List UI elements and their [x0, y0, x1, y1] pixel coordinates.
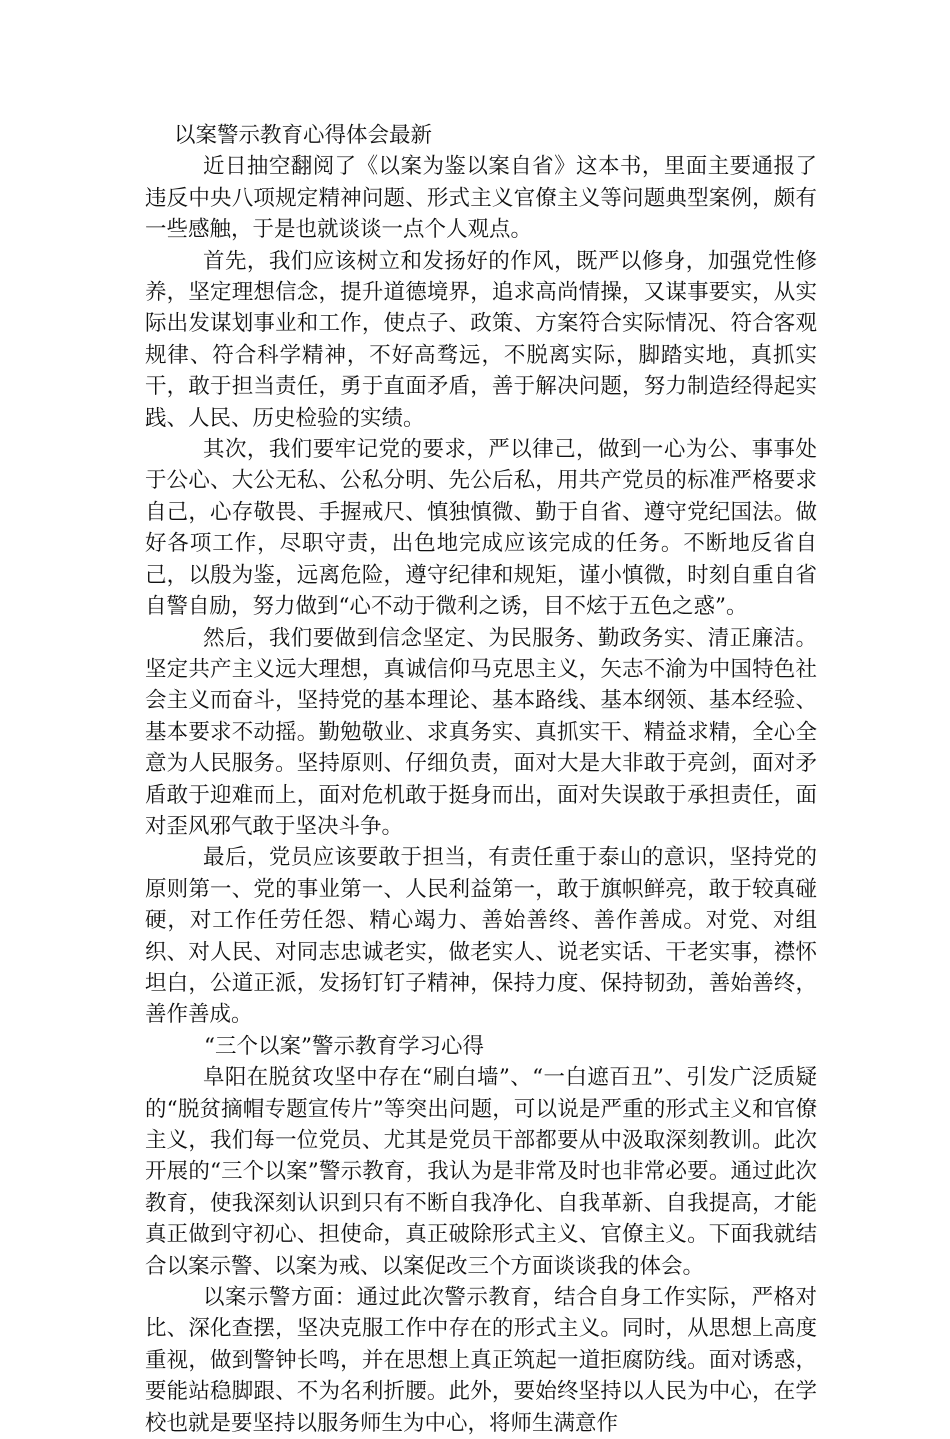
paragraph-fuyang: 阜阳在脱贫攻坚中存在“刷白墙”、“一白遮百丑”、引发广泛质疑的“脱贫摘帽专题宣传片”等突出问题，可以说是严重的形式主义和官僚主义，我们每一位党员、尤其是党员干部都要从中汲取深刻教训。此次开展的“三个以案”警示教育，我认为是非常及时也非常必要。通过此次教育，使我深刻认识到只有不断自我净化、自我革新、自我提高，才能真正做到守初心、担使命，真正破除形式主义、官僚主义。下面我就结合以案示警、以案为戒、以案促改三个方面谈谈我的体会。 [145, 1065, 817, 1279]
paragraph-finally: 最后，党员应该要敢于担当，有责任重于泰山的意识，坚持党的原则第一、党的事业第一、人民利益第一，敢于旗帜鲜亮，敢于较真碰硬，对工作任劳任怨、精心竭力、善始善终、善作善成。对党、对组织、对人民、对同志忠诚老实，做老实人、说老实话、干老实事，襟怀坦白，公道正派，发扬钉钉子精神，保持力度、保持韧劲，善始善终，善作善成。 [145, 845, 817, 1028]
section-title: “三个以案”警示教育学习心得 [204, 1033, 484, 1059]
paragraph-then: 然后，我们要做到信念坚定、为民服务、勤政务实、清正廉洁。坚定共产主义远大理想，真诚信仰马克思主义，矢志不渝为中国特色社会主义而奋斗，坚持党的基本理论、基本路线、基本纲领、基本经验、基本要求不动摇。勤勉敬业、求真务实、真抓实干、精益求精，全心全意为人民服务。坚持原则、仔细负责，面对大是大非敢于亮剑，面对矛盾敢于迎难而上，面对危机敢于挺身而出，面对失误敢于承担责任，面对歪风邪气敢于坚决斗争。 [145, 625, 817, 839]
document-title: 以案警示教育心得体会最新 [174, 123, 433, 148]
paragraph-second: 其次，我们要牢记党的要求，严以律己，做到一心为公、事事处于公心、大公无私、公私分明、先公后私，用共产党员的标准严格要求自己，心存敬畏、手握戒尺、慎独慎微、勤于自省、遵守党纪国法。做好各项工作，尽职守责，出色地完成应该完成的任务。不断地反省自己，以殷为鉴，远离危险，遵守纪律和规矩，谨小慎微，时刻自重自省自警自励，努力做到“心不动于微利之诱，目不炫于五色之惑”。 [145, 437, 817, 620]
paragraph-first: 首先，我们应该树立和发扬好的作风，既严以修身，加强党性修养，坚定理想信念，提升道德境界，追求高尚情操，又谋事要实，从实际出发谋划事业和工作，使点子、政策、方案符合实际情况、符合客观规律、符合科学精神，不好高骛远，不脱离实际，脚踏实地，真抓实干，敢于担当责任，勇于直面矛盾，善于解决问题，努力制造经得起实践、人民、历史检验的实绩。 [145, 248, 817, 431]
paragraph-intro: 近日抽空翻阅了《以案为鉴以案自省》这本书，里面主要通报了违反中央八项规定精神问题、形式主义官僚主义等问题典型案例，颇有一些感触，于是也就谈谈一点个人观点。 [145, 154, 817, 243]
paragraph-warning: 以案示警方面：通过此次警示教育，结合自身工作实际，严格对比、深化查摆，坚决克服工作中存在的形式主义。同时，从思想上高度重视，做到警钟长鸣，并在思想上真正筑起一道拒腐防线。面对诱惑，要能站稳脚跟、不为名利折腰。此外，要始终坚持以人民为中心，在学校也就是要坚持以服务师生为中心，将师生满意作 [145, 1285, 817, 1436]
document-page [145, 120, 817, 1439]
